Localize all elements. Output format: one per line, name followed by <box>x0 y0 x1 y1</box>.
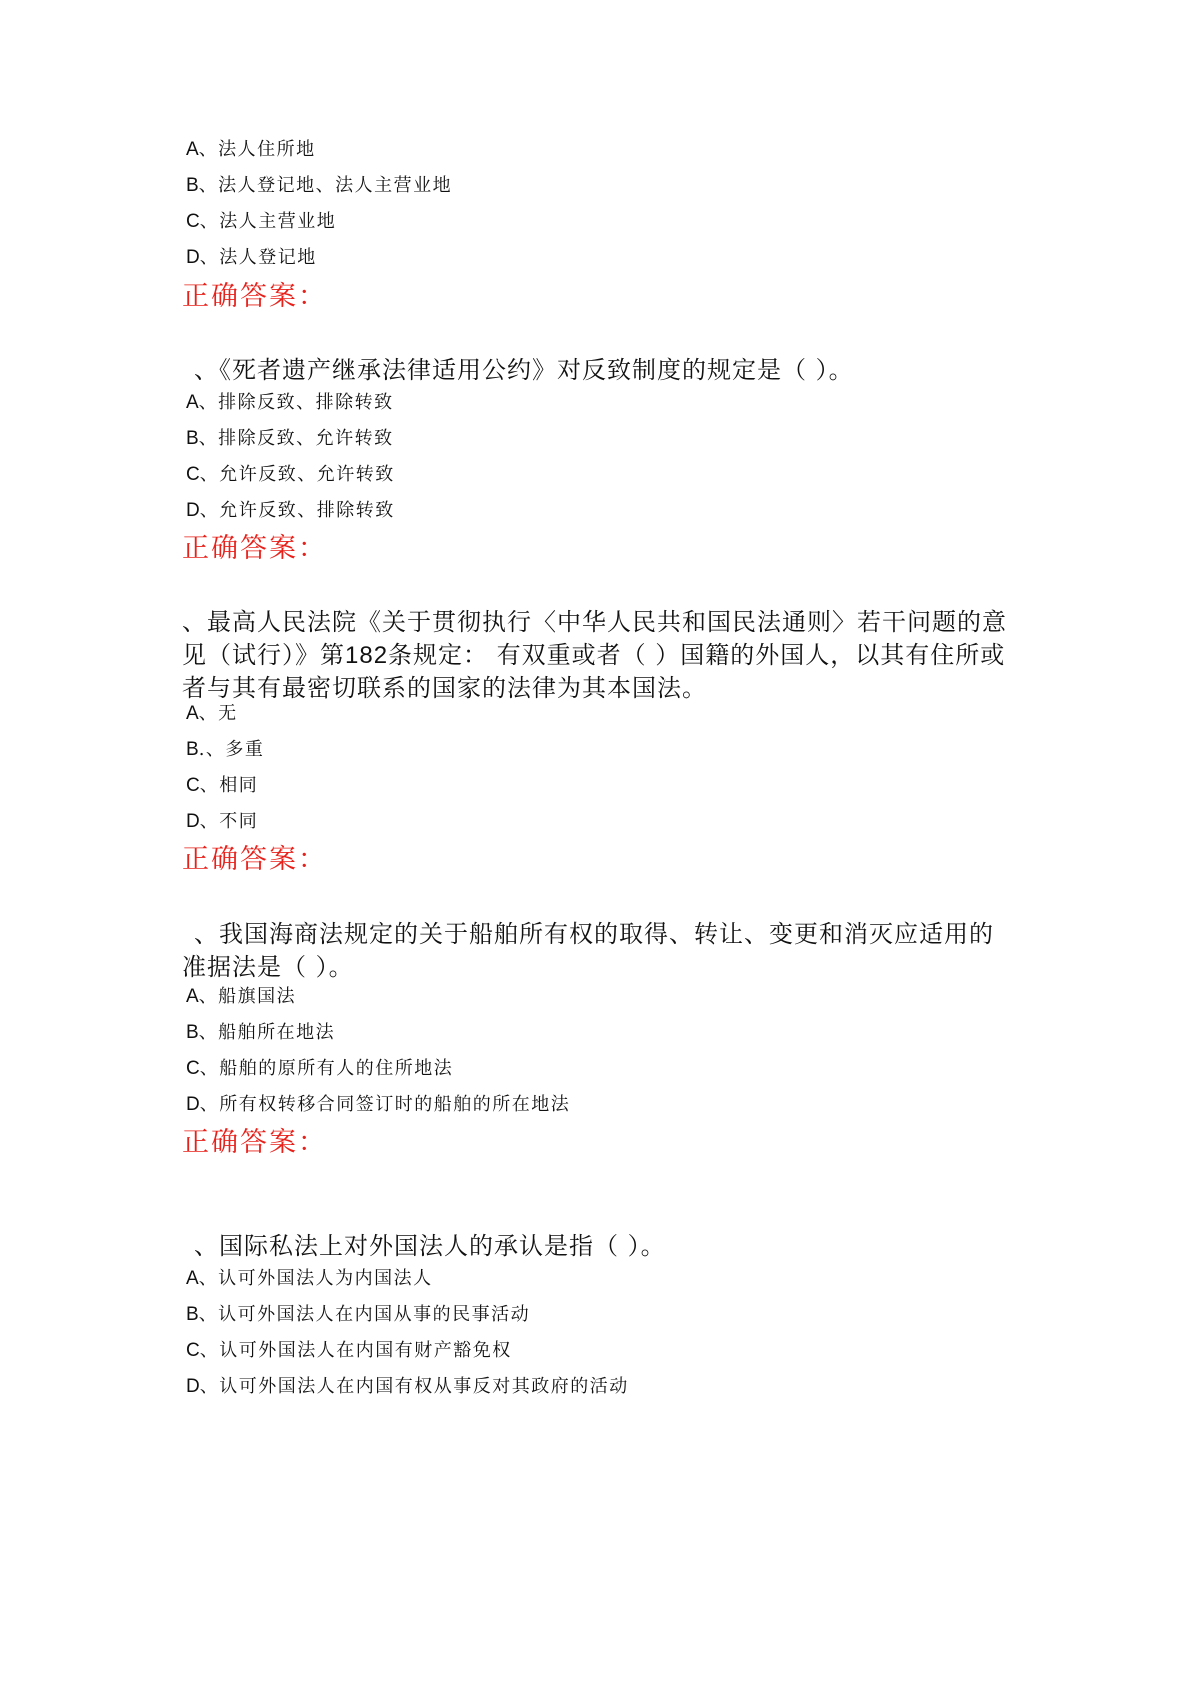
option-b: B.、多重 <box>186 739 265 760</box>
correct-answer-label: 正确答案： <box>182 844 327 875</box>
question-text: 、我国海商法规定的关于船舶所有权的取得、转让、变更和消灭应适用的准据法是（ ）。 <box>182 920 994 981</box>
option-a: A、认可外国法人为内国法人 <box>186 1268 433 1289</box>
option-d: D、法人登记地 <box>186 247 317 268</box>
option-d: D、所有权转移合同签订时的船舶的所在地法 <box>186 1094 571 1115</box>
option-b: B、认可外国法人在内国从事的民事活动 <box>186 1304 531 1325</box>
article-number: 182 <box>345 642 389 669</box>
option-c: C、船舶的原所有人的住所地法 <box>186 1058 454 1079</box>
question-text: 、《死者遗产继承法律适用公约》对反致制度的规定是（ ）。 <box>194 356 854 384</box>
correct-answer-label: 正确答案： <box>182 1127 327 1158</box>
option-a: A、法人住所地 <box>186 139 316 160</box>
question-text: 、国际私法上对外国法人的承认是指（ ）。 <box>194 1232 666 1260</box>
option-a: A、无 <box>186 703 238 724</box>
option-b: B、法人登记地、法人主营业地 <box>186 175 453 196</box>
option-c: C、认可外国法人在内国有财产豁免权 <box>186 1340 512 1361</box>
option-a: A、排除反致、排除转致 <box>186 392 394 413</box>
question-text: 、最高人民法院《关于贯彻执行〈中华人民共和国民法通则〉若干问题的意见（试行）》第182条规定： 有双重或者（ ）国籍的外国人，以其有住所或者与其有最密切联系的国家的法律为其本国法。 <box>182 608 1007 702</box>
option-a: A、船旗国法 <box>186 986 297 1007</box>
correct-answer-label: 正确答案： <box>182 281 327 312</box>
option-c: C、允许反致、允许转致 <box>186 464 395 485</box>
option-d: D、允许反致、排除转致 <box>186 500 395 521</box>
option-d: D、认可外国法人在内国有权从事反对其政府的活动 <box>186 1376 629 1397</box>
option-d: D、不同 <box>186 811 259 832</box>
option-c: C、相同 <box>186 775 259 796</box>
option-b: B、排除反致、允许转致 <box>186 428 394 449</box>
option-b: B、船舶所在地法 <box>186 1022 336 1043</box>
correct-answer-label: 正确答案： <box>182 533 327 564</box>
option-c: C、法人主营业地 <box>186 211 337 232</box>
